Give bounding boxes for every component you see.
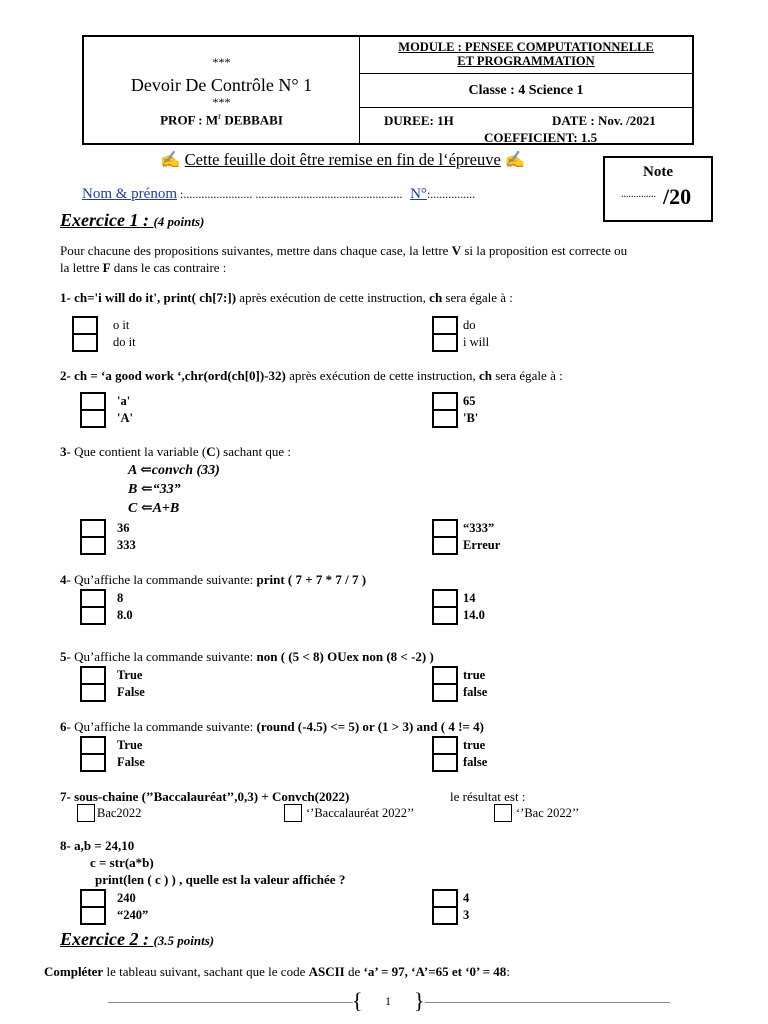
answer-box-small[interactable] [77, 804, 95, 822]
pencil-icon: ✍ [504, 150, 526, 169]
q6-opt-c: true [463, 738, 486, 752]
coefficient: COEFFICIENT: 1.5 [484, 130, 598, 145]
q2-opt-c: 65 [463, 394, 476, 408]
answer-box[interactable] [432, 316, 458, 352]
ex2-title-text: Exercice 2 : [60, 929, 149, 949]
instr-part: Pour chacune des propositions suivantes, mettre dans chaque case, la lettre [60, 243, 452, 258]
ex2-codes: ‘a’ = 97, ‘A’=65 et ‘0’ = 48 [363, 964, 507, 979]
module-line2: ET PROGRAMMATION [457, 54, 595, 68]
q6-opt-d: false [463, 755, 488, 769]
q3-rest: - Que contient la variable ( [66, 444, 207, 459]
q8-line2: c = str(a*b) [90, 855, 154, 870]
q3-opt-d: Erreur [463, 538, 501, 552]
q4-cmd: print ( 7 + 7 * 7 / 7 ) [256, 572, 367, 587]
answer-box[interactable] [432, 889, 458, 925]
q2-ch: ch [478, 368, 492, 383]
answer-box[interactable] [432, 589, 458, 625]
ex2-instr-part: le tableau suivant, sachant que le code [103, 964, 309, 979]
q4-opt-a: 8 [117, 591, 124, 605]
q7-rest: le résultat est : [450, 789, 526, 804]
stars-bottom: *** [212, 95, 231, 109]
q7-opt-c: ‘’Bac 2022’’ [516, 806, 580, 820]
prof-line [84, 111, 359, 128]
prof-sup: r [218, 111, 222, 121]
q5-opt-b: False [117, 685, 145, 699]
header-left-cell [84, 37, 360, 143]
notice-line [160, 150, 525, 170]
ex1-instructions [60, 242, 750, 276]
q5-opt-a: True [117, 668, 143, 682]
ex1-points: (4 points) [153, 214, 205, 229]
footer-rule-left [108, 1002, 353, 1003]
ex2-instructions [44, 964, 510, 980]
instr-v: V [451, 243, 462, 258]
pencil-icon: ✍ [160, 150, 181, 169]
q3-var: C [206, 444, 216, 459]
answer-box[interactable] [80, 666, 106, 702]
q5-prompt [60, 649, 434, 665]
answer-box-small[interactable] [284, 804, 302, 822]
note-dots: .............. [621, 189, 656, 200]
q3-end: ) sachant que : [215, 444, 292, 459]
q2-cmd: 2- ch = ‘a good work ‘,chr(ord(ch[0])-32) [60, 368, 286, 383]
ex1-title-text: Exercice 1 : [60, 210, 149, 230]
module-line1: MODULE : PENSEE COMPUTATIONNELLE [398, 40, 654, 54]
prof-name: DEBBABI [221, 112, 283, 128]
answer-box[interactable] [80, 889, 106, 925]
q3-line3: C ⇐A+B [128, 501, 180, 516]
q6-cmd: (round (-4.5) <= 5) or (1 > 3) and ( 4 != 4) [256, 719, 484, 734]
num-dots[interactable]: :............... [426, 187, 476, 201]
q4-num: 4 [60, 572, 67, 587]
q2-end: sera égale à : [491, 368, 563, 383]
instr-part: dans le cas contraire : [110, 260, 227, 275]
q4-prompt [60, 572, 366, 588]
q6-opt-b: False [117, 755, 145, 769]
answer-box[interactable] [80, 392, 106, 428]
name-line [82, 186, 475, 203]
answer-box[interactable] [72, 316, 98, 352]
q4-rest: - Qu’affiche la commande suivante: [66, 572, 257, 587]
q1-prompt [60, 290, 513, 306]
q2-rest: après exécution de cette instruction, [285, 368, 479, 383]
q5-rest: - Qu’affiche la commande suivante: [66, 649, 257, 664]
date: DATE : Nov. /2021 [552, 113, 656, 128]
q5-num: 5 [60, 649, 67, 664]
q8-opt-a: 240 [117, 891, 136, 905]
q1-ch: ch [429, 290, 443, 305]
q1-rest: après exécution de cette instruction, [236, 290, 430, 305]
q4-opt-c: 14 [463, 591, 476, 605]
q1-end: sera égale à : [442, 290, 513, 305]
q2-opt-d: 'B' [463, 411, 479, 425]
q8-line3: print(len ( c ) ) , quelle est la valeur affichée ? [95, 872, 346, 887]
ex2-title [60, 929, 214, 950]
instr-part: si la proposition est correcte ou [461, 243, 628, 258]
ex2-points: (3.5 points) [153, 933, 215, 948]
classe-cell: Classe : 4 Science 1 [360, 74, 692, 108]
q2-opt-b: 'A' [117, 411, 133, 425]
name-label: Nom & prénom [82, 186, 177, 202]
q6-rest: - Qu’affiche la commande suivante: [66, 719, 257, 734]
q8-line1: 8- a,b = 24,10 [60, 838, 135, 853]
q3-opt-a: 36 [117, 521, 130, 535]
answer-box-small[interactable] [494, 804, 512, 822]
q5-opt-c: true [463, 668, 486, 682]
q7-opt-a: Bac2022 [97, 806, 142, 820]
q2-opt-a: 'a' [117, 394, 131, 408]
note-label: Note [643, 164, 673, 180]
q4-opt-b: 8.0 [117, 608, 133, 622]
q1-opt-b: do it [113, 335, 136, 349]
q3-line1: A ⇐convch (33) [128, 463, 220, 478]
module-cell [360, 37, 692, 74]
duree: DUREE: 1H [384, 113, 454, 128]
answer-box[interactable] [80, 736, 106, 772]
q3-num: 3 [60, 444, 67, 459]
name-dots[interactable]: :....................... ................................................. [177, 187, 403, 201]
note-box [603, 156, 713, 222]
q8-opt-d: 3 [463, 908, 470, 922]
q5-opt-d: false [463, 685, 488, 699]
instr-part: la lettre [60, 260, 103, 275]
q1-opt-c: do [463, 318, 476, 332]
answer-box[interactable] [80, 519, 106, 555]
q3-prompt [60, 444, 291, 460]
answer-box[interactable] [432, 392, 458, 428]
exam-title: Devoir De Contrôle N° 1 [130, 75, 313, 95]
answer-box[interactable] [432, 666, 458, 702]
notice-text: Cette feuille doit être remise en fin de l‘épreuve [184, 150, 501, 169]
ex1-title [60, 210, 204, 231]
note-score: /20 [663, 184, 692, 209]
prof-label: PROF : M [160, 112, 219, 128]
instr-f: F [102, 260, 111, 275]
q1-cmd: 1- ch='i will do it', print( ch[7:]) [60, 290, 237, 305]
q3-line2: B ⇐“33” [128, 482, 181, 497]
q6-num: 6 [60, 719, 67, 734]
ex2-instr-part: de [344, 964, 364, 979]
ex2-instr-part: : [506, 964, 510, 979]
answer-box[interactable] [432, 736, 458, 772]
page-number: 1 [385, 994, 391, 1008]
ex2-ascii: ASCII [308, 964, 345, 979]
q5-cmd: non ( (5 < 8) OUex non (8 < -2) ) [256, 649, 434, 664]
q8-opt-b: “240” [117, 908, 149, 922]
footer-rule-right [425, 1002, 670, 1003]
ex2-instr-bold: Compléter [44, 964, 104, 979]
footer-brace-right: } [414, 988, 425, 1013]
q1-opt-a: o it [113, 318, 130, 332]
answer-box[interactable] [432, 519, 458, 555]
q6-prompt [60, 719, 484, 735]
q7-prompt: 7- sous-chaine (’’Baccalauréat’’,0,3) + Convch(2022) [60, 789, 350, 804]
answer-box[interactable] [80, 589, 106, 625]
q6-opt-a: True [117, 738, 143, 752]
q7-opt-b: ‘’Baccalauréat 2022’’ [306, 806, 415, 820]
footer-brace-left: { [352, 988, 363, 1013]
q1-opt-d: i will [463, 335, 490, 349]
q3-opt-c: “333” [463, 521, 495, 535]
header-box [82, 35, 694, 145]
num-label: N° [410, 186, 427, 202]
stars-top: *** [212, 55, 231, 69]
q8-opt-c: 4 [463, 891, 470, 905]
q2-prompt [60, 368, 563, 384]
q4-opt-d: 14.0 [463, 608, 485, 622]
q3-opt-b: 333 [117, 538, 136, 552]
